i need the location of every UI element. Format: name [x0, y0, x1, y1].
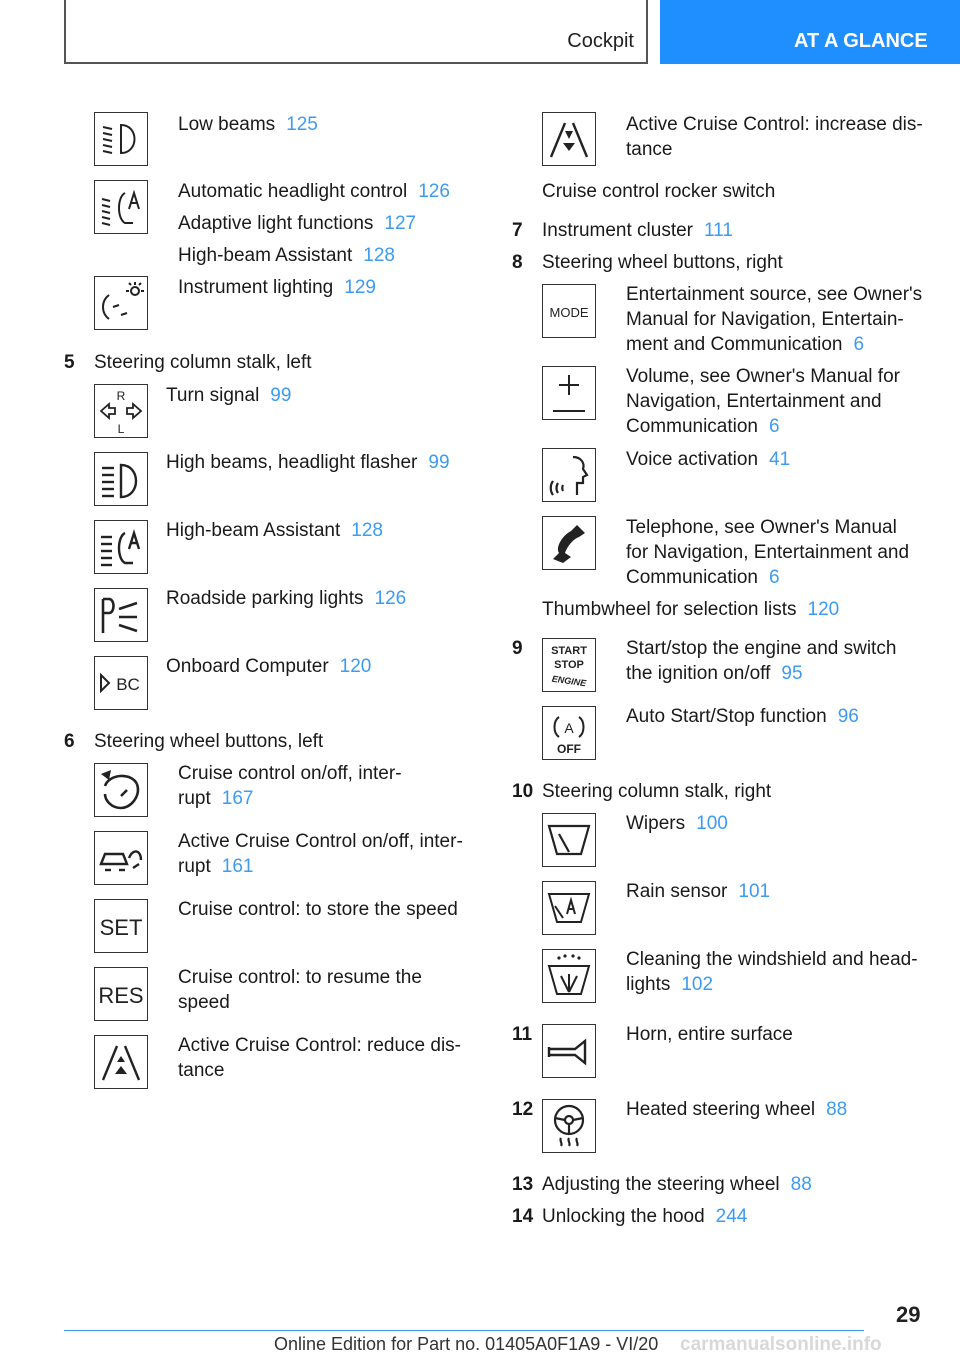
parking-lights-icon	[94, 588, 148, 642]
entry-parking-lights: Roadside parking lights 126	[166, 588, 407, 609]
item-number: 14	[512, 1206, 534, 1227]
item-number: 5	[64, 352, 75, 373]
page-ref[interactable]: 161	[221, 856, 254, 877]
entry-reduce-distance: Active Cruise Control: reduce dis- tance	[178, 1035, 461, 1081]
entry-low-beams: Low beams 125	[178, 114, 318, 135]
page-ref[interactable]: 101	[738, 881, 771, 902]
watermark: carmanualsonline.info	[680, 1334, 882, 1355]
item-number: 13	[512, 1174, 534, 1195]
item-steering-buttons-left: Steering wheel buttons, left	[94, 731, 324, 752]
page-number: 29	[896, 1302, 921, 1327]
header-tab-label: AT A GLANCE	[794, 30, 928, 52]
entry-rocker-switch: Cruise control rocker switch	[542, 181, 776, 202]
page-ref[interactable]: 96	[837, 706, 859, 727]
page-ref[interactable]: 120	[339, 656, 372, 677]
icon-text-bc: BC	[116, 675, 140, 694]
item-steering-stalk-left: Steering column stalk, left	[94, 352, 312, 373]
entry-auto-start-stop: Auto Start/Stop function 96	[626, 706, 859, 727]
entry-auto-headlight: Automatic headlight control 126	[178, 181, 450, 202]
entry-res: Cruise control: to resume the speed	[178, 967, 422, 1013]
item-number: 7	[512, 220, 523, 241]
page-ref[interactable]: 6	[769, 416, 780, 437]
entry-increase-distance: Active Cruise Control: increase dis- tance	[626, 114, 923, 160]
entry-onboard-computer: Onboard Computer 120	[166, 656, 372, 677]
item-unlock-hood: Unlocking the hood 244	[542, 1206, 748, 1227]
page-ref[interactable]: 100	[696, 813, 728, 834]
wipers-icon	[542, 813, 596, 867]
item-instrument-cluster: Instrument cluster 111	[542, 220, 733, 241]
page-ref[interactable]: 6	[853, 334, 865, 355]
page-ref[interactable]: 126	[418, 181, 450, 202]
page-ref[interactable]: 129	[344, 277, 376, 298]
page-ref[interactable]: 128	[363, 245, 395, 266]
page-ref[interactable]: 120	[807, 599, 840, 620]
page-ref[interactable]: 111	[704, 220, 733, 241]
entry-mode: Entertainment source, see Owner's Manual for Navigation, Entertain- ment and Communication 6	[626, 284, 923, 355]
footer-edition: Online Edition for Part no. 01405A0F1A9 - VI/20	[274, 1334, 659, 1354]
entry-horn: Horn, entire surface	[626, 1024, 793, 1045]
header-frame	[64, 0, 648, 64]
entry-adaptive-light: Adaptive light functions 127	[178, 213, 417, 234]
page-ref[interactable]: 6	[769, 567, 780, 588]
icon-text-set: SET	[99, 915, 143, 940]
entry-volume: Volume, see Owner's Manual for Navigation, Entertainment and Communication 6	[626, 366, 900, 437]
page-ref[interactable]: 88	[790, 1174, 812, 1195]
item-number: 10	[512, 781, 534, 802]
page-ref[interactable]: 95	[781, 663, 803, 684]
voice-activation-icon	[542, 448, 596, 502]
set-button-icon	[94, 899, 148, 953]
page-ref[interactable]: 102	[681, 974, 714, 995]
high-beams-icon	[94, 452, 148, 506]
entry-voice-activation: Voice activation 41	[626, 449, 791, 470]
page-ref[interactable]: 41	[769, 449, 791, 470]
page-ref[interactable]: 88	[826, 1099, 848, 1120]
washer-icon	[542, 949, 596, 1003]
start-stop-button-icon	[542, 638, 596, 692]
item-steering-buttons-right: Steering wheel buttons, right	[542, 252, 783, 273]
instrument-lighting-icon	[94, 276, 148, 330]
entry-active-cruise-control: Active Cruise Control on/off, inter- rupt 161	[178, 831, 463, 877]
active-cruise-control-icon	[94, 831, 148, 885]
icon-text-off: OFF	[557, 742, 581, 756]
icon-text-mode: MODE	[549, 305, 589, 320]
entry-cruise-control: Cruise control on/off, inter- rupt 167	[178, 763, 402, 809]
high-beam-assistant-icon	[94, 520, 148, 574]
turn-signal-icon	[94, 384, 148, 438]
page-ref[interactable]: 99	[428, 452, 450, 473]
item-number: 6	[64, 731, 75, 752]
entry-high-beam-assistant: High-beam Assistant 128	[178, 245, 395, 266]
item-steering-stalk-right: Steering column stalk, right	[542, 781, 772, 802]
header-section-title: Cockpit	[567, 30, 634, 52]
entry-high-beams: High beams, headlight flasher 99	[166, 452, 450, 473]
icon-text-r: R	[116, 389, 126, 403]
page-ref[interactable]: 99	[270, 385, 292, 406]
icon-text-engine: ENGINE	[551, 673, 587, 689]
item-adjust-steering-wheel: Adjusting the steering wheel 88	[542, 1174, 812, 1195]
entry-heated-steering-wheel: Heated steering wheel 88	[626, 1099, 848, 1120]
auto-start-stop-icon	[542, 706, 596, 760]
auto-headlight-icon	[94, 180, 148, 234]
entry-start-stop: Start/stop the engine and switch the ignition on/off 95	[626, 638, 897, 684]
icon-text-a: A	[564, 720, 574, 736]
entry-set: Cruise control: to store the speed	[178, 899, 458, 920]
entry-telephone: Telephone, see Owner's Manual for Navigation, Entertainment and Communication 6	[626, 517, 910, 588]
page-ref[interactable]: 127	[384, 213, 417, 234]
increase-distance-icon	[542, 112, 596, 166]
header-tab[interactable]	[660, 0, 960, 64]
icon-text-res: RES	[98, 983, 144, 1008]
cruise-control-icon	[94, 763, 148, 817]
entry-instrument-lighting: Instrument lighting 129	[178, 277, 376, 298]
icon-text-start: START	[551, 645, 587, 657]
onboard-computer-icon	[94, 656, 148, 710]
footer-divider	[64, 1330, 864, 1331]
horn-icon	[542, 1024, 596, 1078]
icon-text-stop: STOP	[554, 659, 584, 671]
reduce-distance-icon	[94, 1035, 148, 1089]
telephone-icon	[542, 516, 596, 570]
item-number: 11	[512, 1024, 533, 1045]
item-number: 9	[512, 638, 523, 659]
page-ref[interactable]: 167	[221, 788, 254, 809]
item-number: 8	[512, 252, 523, 273]
volume-icon	[542, 366, 596, 420]
low-beams-icon	[94, 112, 148, 166]
entry-high-beam-assistant-2: High-beam Assistant 128	[166, 520, 383, 541]
page-ref[interactable]: 126	[374, 588, 407, 609]
entry-cleaning: Cleaning the windshield and head- lights 102	[626, 949, 918, 995]
item-number: 12	[512, 1099, 534, 1120]
entry-turn-signal: Turn signal 99	[166, 385, 292, 406]
page-ref[interactable]: 244	[715, 1206, 748, 1227]
page-ref[interactable]: 128	[351, 520, 383, 541]
entry-wipers: Wipers 100	[626, 813, 728, 834]
heated-steering-wheel-icon	[542, 1099, 596, 1153]
mode-button-icon	[542, 284, 596, 338]
page-ref[interactable]: 125	[286, 114, 318, 135]
entry-rain-sensor: Rain sensor 101	[626, 881, 771, 902]
entry-thumbwheel: Thumbwheel for selection lists 120	[542, 599, 840, 620]
icon-text-l: L	[117, 422, 125, 435]
res-button-icon	[94, 967, 148, 1021]
rain-sensor-icon	[542, 881, 596, 935]
